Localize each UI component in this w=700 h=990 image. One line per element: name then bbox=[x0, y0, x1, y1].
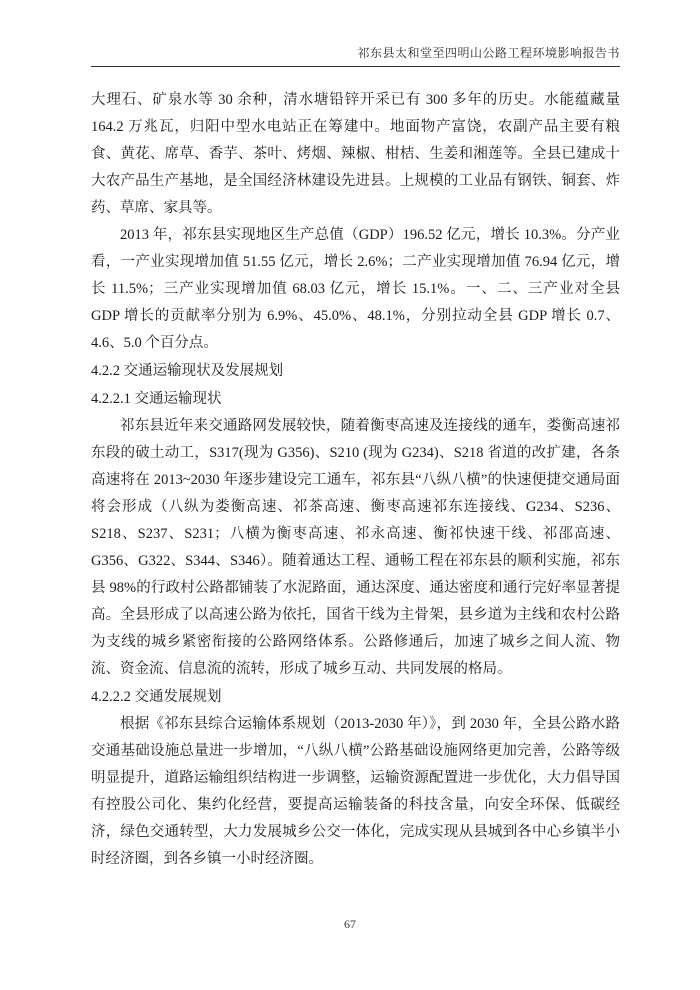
paragraph-minerals-economy: 大理石、矿泉水等 30 余种，清水塘铅锌开采已有 300 多年的历史。水能蕴藏量 164.2 万兆瓦，归阳中型水电站正在筹建中。地面物产富饶，农副产品主要有粮食、黄花、席草、香芋、茶叶、烤烟、辣椒、柑桔、生姜和湘莲等。全县已建成十大农产品生产基地，是全国经济林建设先进县。上规模的工业品有钢铁、铜套、炸药、草席、家具等。 bbox=[91, 92, 620, 216]
header-divider bbox=[91, 66, 620, 67]
section-heading-4-2-2: 4.2.2 交通运输现状及发展规划 bbox=[91, 363, 284, 379]
page-number: 67 bbox=[344, 917, 356, 931]
paragraph-gdp-2013: 2013 年，祁东县实现地区生产总值（GDP）196.52 亿元，增长 10.3%。分产业看，一产业实现增加值 51.55 亿元，增长 2.6%；二产业实现增加值 76.94 亿元，增长 11.5%；三产业实现增加值 68.03 亿元，增长 15.1%。一、二、三产业对全县 GDP 增长的贡献率分别为 6.9%、45.0%、48.1%，分别拉动全县 GDP 增长 0.7、4.6、5.0 个百分点。 bbox=[91, 227, 620, 351]
page-body bbox=[91, 87, 620, 873]
section-heading-4-2-2-2: 4.2.2.2 交通发展规划 bbox=[91, 689, 222, 705]
running-header-title: 祁东县太和堂至四明山公路工程环境影响报告书 bbox=[357, 46, 620, 60]
section-heading-4-2-2-1: 4.2.2.1 交通运输现状 bbox=[91, 391, 222, 407]
paragraph-transport-plan: 根据《祁东县综合运输体系规划（2013-2030 年）》，到 2030 年，全县公路水路交通基础设施总量进一步增加，“八纵八横”公路基础设施网络更加完善，公路等级明显提升，道路运输组织结构进一步调整，运输资源配置进一步优化，大力倡导国有控股公司化、集约化经营，要提高运输装备的科技含量，向安全环保、低碳经济，绿色交通转型，大力发展城乡公交一体化，完成实现从县城到各中心乡镇半小时经济圈，到各乡镇一小时经济圈。 bbox=[91, 716, 620, 867]
paragraph-transport-status: 祁东县近年来交通路网发展较快，随着衡枣高速及连接线的通车，娄衡高速祁东段的破土动工，S317(现为 G356)、S210 (现为 G234)、S218 省道的改扩建，各条高速将在 2013~2030 年逐步建设完工通车，祁东县“八纵八横”的快速便捷交通局面将会形成（八纵为娄衡高速、祁茶高速、衡枣高速祁东连接线、G234、S236、S218、S237、S231；八横为衡枣高速、祁永高速、衡祁快速干线、祁邵高速、G356、G322、S344、S346）。随着通达工程、通畅工程在祁东县的顺利实施，祁东县 98%的行政村公路都铺装了水泥路面，通达深度、通达密度和通行完好率显著提高。全县形成了以高速公路为依托，国省干线为主骨架，县乡道为主线和农村公路为支线的城乡紧密衔接的公路网络体系。公路修通后，加速了城乡之间人流、物流、资金流、信息流的流转，形成了城乡互动、共同发展的格局。 bbox=[91, 418, 620, 677]
